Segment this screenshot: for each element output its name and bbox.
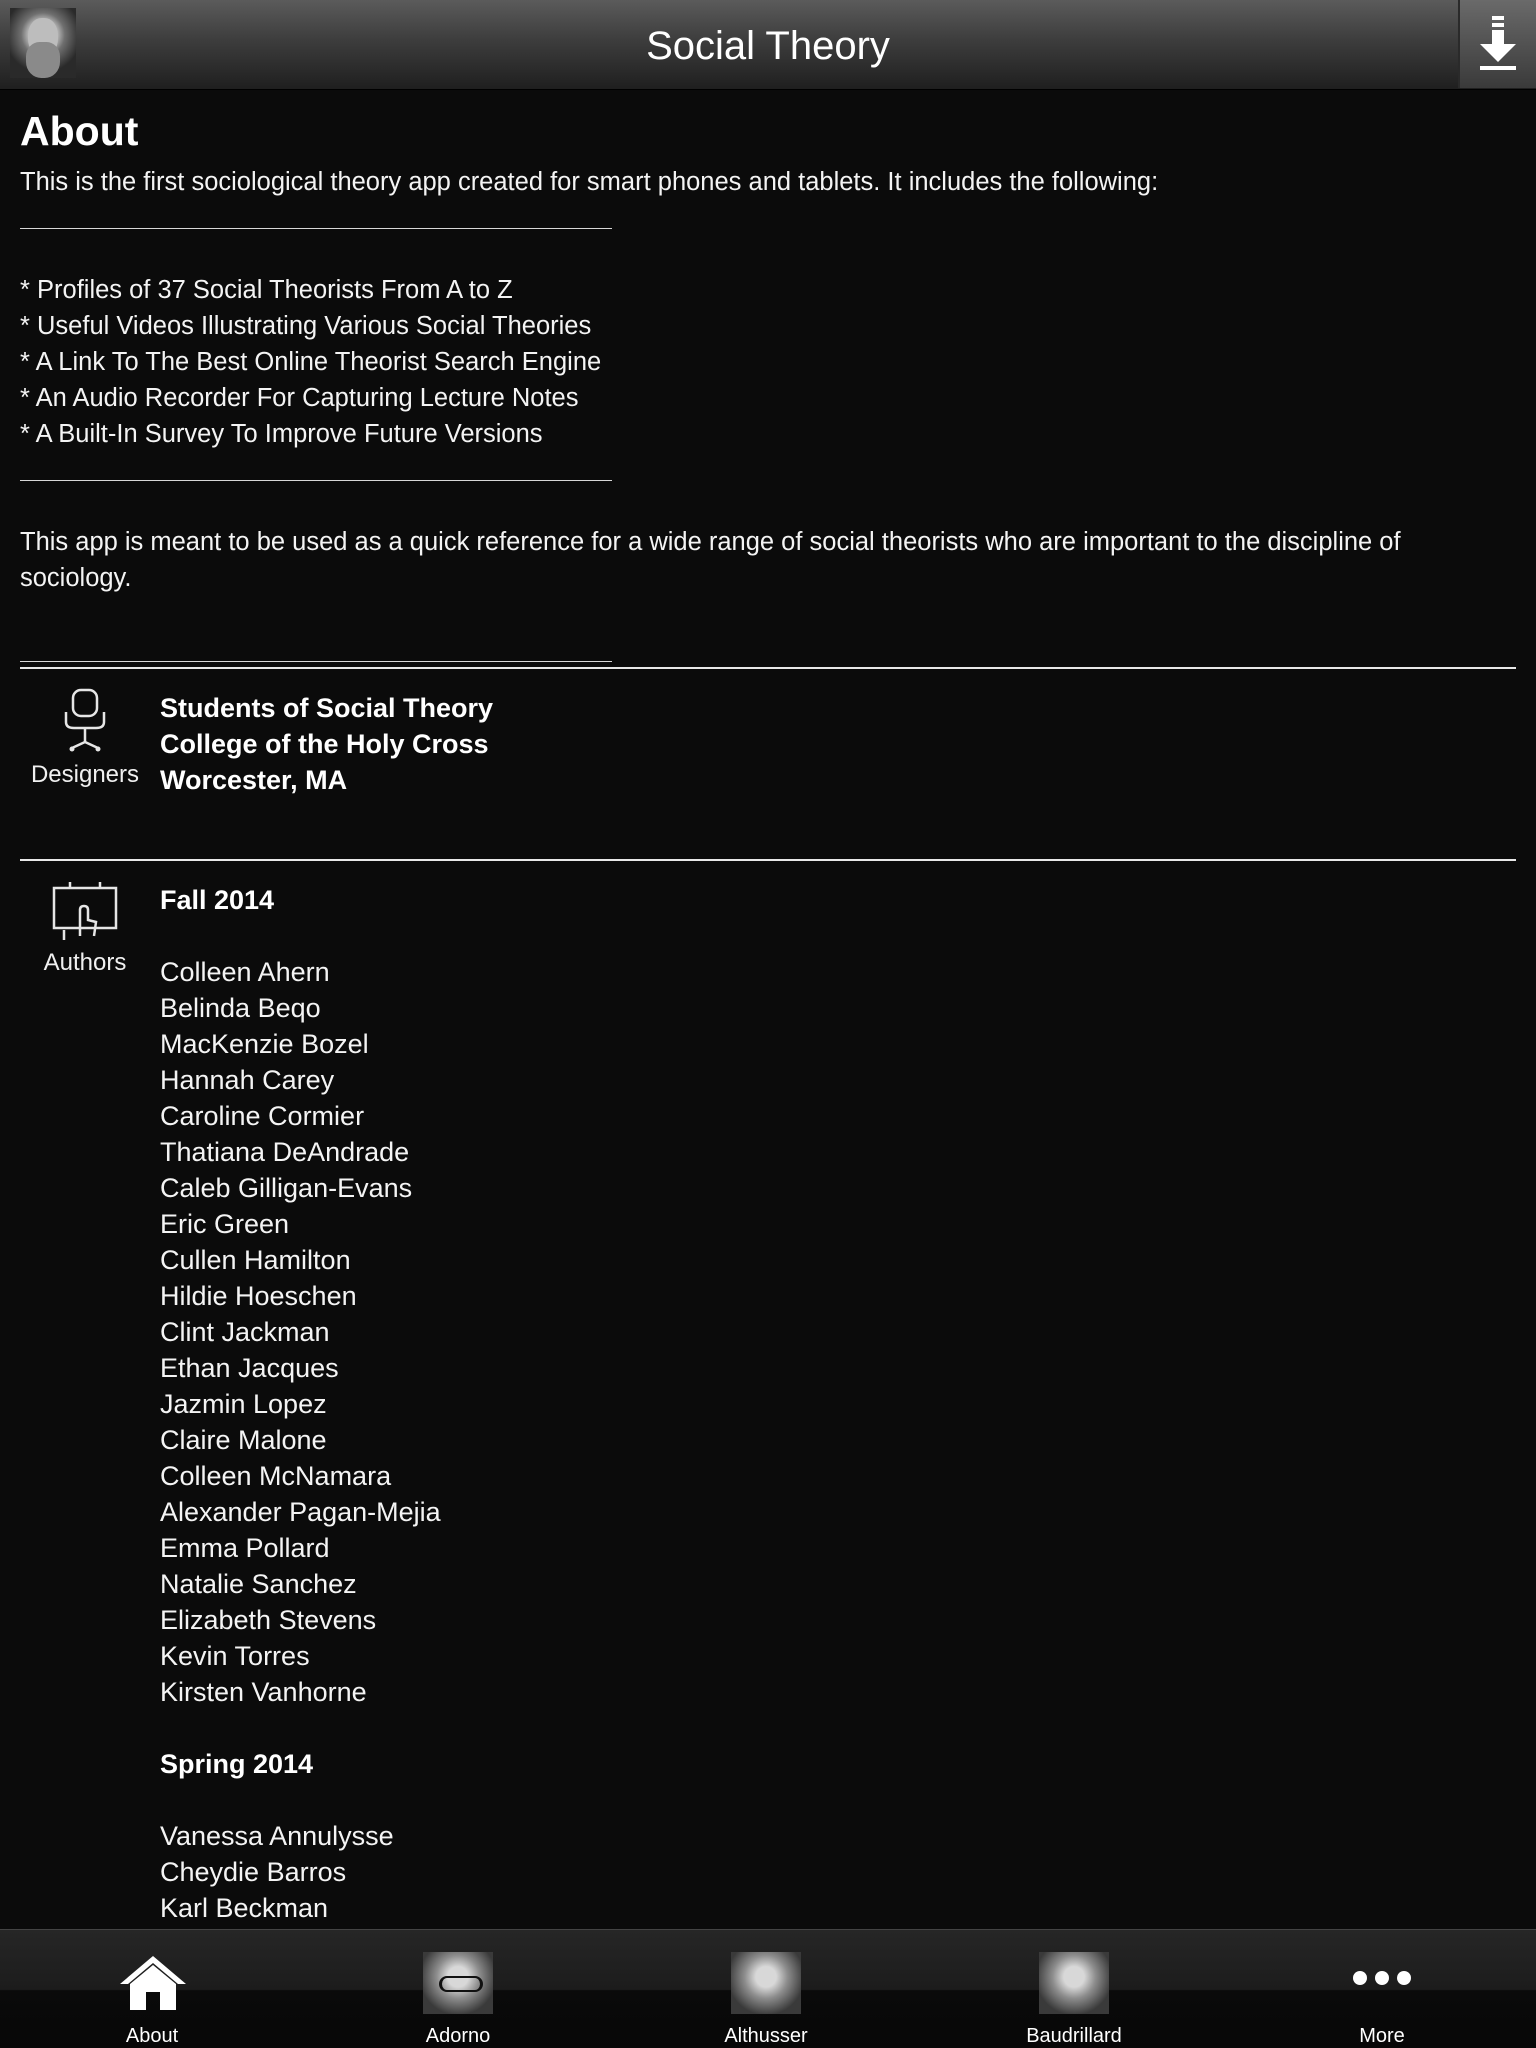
- author-name: Caleb Gilligan-Evans: [160, 1173, 413, 1203]
- tab-label: Baudrillard: [1026, 2025, 1122, 2047]
- section-divider: [20, 667, 1516, 669]
- author-name: Thatiana DeAndrade: [160, 1137, 410, 1167]
- baudrillard-portrait: [1039, 1952, 1109, 2014]
- presentation-board-icon: [50, 880, 120, 942]
- about-content[interactable]: [0, 90, 1536, 1928]
- tab-label: About: [125, 2025, 179, 2047]
- list-item: * Profiles of 37 Social Theorists From A to Z: [20, 276, 513, 304]
- author-name: Cheydie Barros: [160, 1857, 347, 1887]
- tab-adorno[interactable]: [358, 1930, 558, 2048]
- authors-label: Authors: [43, 949, 127, 976]
- author-name: Colleen Ahern: [160, 957, 330, 987]
- tab-label: Althusser: [724, 2025, 808, 2047]
- designers-info: [160, 690, 493, 798]
- intro-text: This is the first sociological theory app created for smart phones and tablets. It includes the following:: [20, 168, 1159, 196]
- home-icon: [118, 1954, 188, 2012]
- author-name: Cullen Hamilton: [160, 1245, 351, 1275]
- list-item: * A Built-In Survey To Improve Future Versions: [20, 420, 543, 448]
- nav-header: [0, 0, 1536, 90]
- feature-list: [20, 272, 601, 452]
- author-name: MacKenzie Bozel: [160, 1029, 369, 1059]
- author-name: Claire Malone: [160, 1425, 327, 1455]
- author-name: Clint Jackman: [160, 1317, 330, 1347]
- author-name: Hannah Carey: [160, 1065, 335, 1095]
- download-icon: [1478, 16, 1518, 72]
- author-name: Hildie Hoeschen: [160, 1281, 357, 1311]
- althusser-portrait: [731, 1952, 801, 2014]
- authors-section-icon: [20, 880, 150, 977]
- author-name: Jazmin Lopez: [160, 1389, 327, 1419]
- tab-label: Adorno: [425, 2025, 491, 2047]
- divider: [20, 480, 612, 481]
- author-name: Ethan Jacques: [160, 1353, 339, 1383]
- divider: [20, 228, 612, 229]
- tab-about[interactable]: [52, 1930, 252, 2048]
- designer-line: Worcester, MA: [160, 765, 348, 795]
- designer-line: Students of Social Theory: [160, 693, 494, 723]
- tab-label: More: [1359, 2025, 1405, 2047]
- authors-list: [160, 882, 441, 1926]
- designers-label: Designers: [30, 761, 140, 788]
- purpose-text: This app is meant to be used as a quick reference for a wide range of social theorists who are important to the discipline of sociology.: [20, 528, 1401, 592]
- page-title: About: [20, 108, 139, 154]
- author-name: Vanessa Annulysse: [160, 1821, 394, 1851]
- season-heading: Fall 2014: [160, 885, 275, 915]
- divider: [20, 661, 612, 662]
- author-name: Natalie Sanchez: [160, 1569, 357, 1599]
- chair-icon: [60, 688, 110, 754]
- author-name: Colleen McNamara: [160, 1461, 392, 1491]
- more-dots-icon: [1352, 1970, 1412, 1986]
- download-button[interactable]: [1458, 0, 1536, 88]
- author-name: Caroline Cormier: [160, 1101, 365, 1131]
- author-name: Kevin Torres: [160, 1641, 310, 1671]
- list-item: * An Audio Recorder For Capturing Lecture Notes: [20, 384, 579, 412]
- tab-baudrillard[interactable]: [974, 1930, 1174, 2048]
- author-name: Karl Beckman: [160, 1893, 329, 1923]
- list-item: * Useful Videos Illustrating Various Social Theories: [20, 312, 592, 340]
- adorno-portrait: [423, 1952, 493, 2014]
- author-name: Emma Pollard: [160, 1533, 330, 1563]
- designer-line: College of the Holy Cross: [160, 729, 489, 759]
- list-item: * A Link To The Best Online Theorist Search Engine: [20, 348, 602, 376]
- app-title: Social Theory: [646, 24, 890, 68]
- tab-bar: [0, 1929, 1536, 2048]
- author-name: Belinda Beqo: [160, 993, 321, 1023]
- author-name: Elizabeth Stevens: [160, 1605, 377, 1635]
- author-name: Alexander Pagan-Mejia: [160, 1497, 441, 1527]
- season-heading: Spring 2014: [160, 1749, 314, 1779]
- author-name: Kirsten Vanhorne: [160, 1677, 367, 1707]
- designers-section-icon: [20, 688, 150, 789]
- tab-more[interactable]: [1282, 1930, 1482, 2048]
- section-divider: [20, 859, 1516, 861]
- author-name: Eric Green: [160, 1209, 290, 1239]
- tab-althusser[interactable]: [666, 1930, 866, 2048]
